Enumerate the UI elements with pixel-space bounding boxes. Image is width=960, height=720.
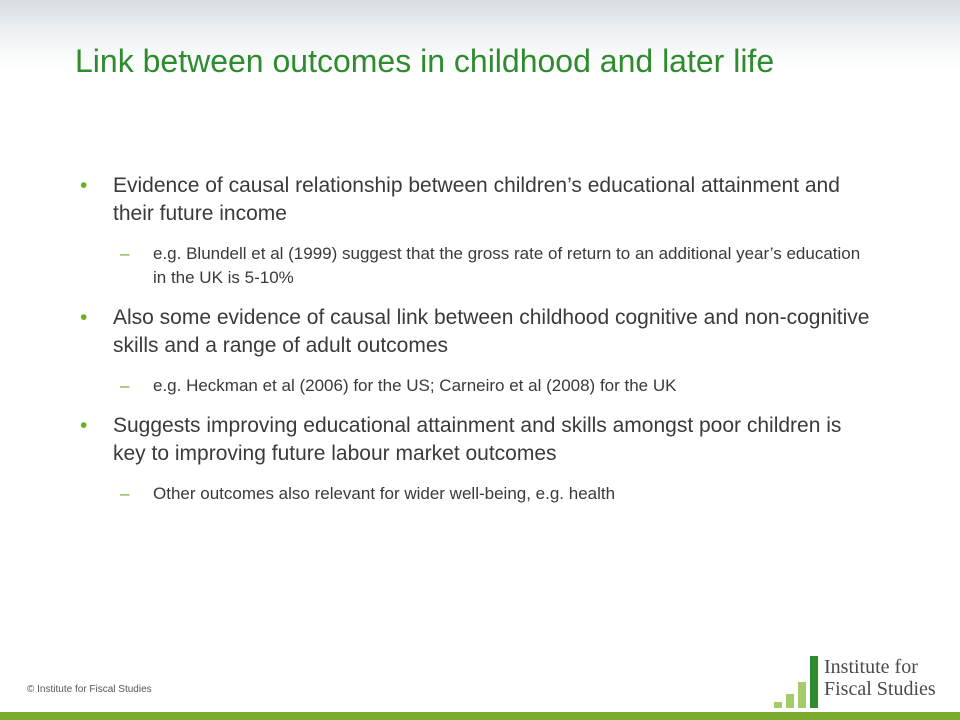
sub-bullet-marker: – [120, 244, 130, 263]
sub-bullet-item [75, 242, 875, 290]
slide-title: Link between outcomes in childhood and later life [75, 43, 775, 79]
logo-line-2: Fiscal Studies [824, 678, 936, 700]
sub-bullet-text: e.g. Heckman et al (2006) for the US; Carneiro et al (2008) for the UK [153, 376, 677, 395]
bullet-item [75, 304, 875, 360]
sub-bullet-text: Other outcomes also relevant for wider well-being, e.g. health [153, 484, 616, 503]
bullet-text: Also some evidence of causal link between childhood cognitive and non-cognitive skills and a range of adult outcomes [113, 306, 870, 357]
logo-text [824, 656, 936, 700]
logo-bars-icon [772, 652, 824, 708]
bullet-text: Evidence of causal relationship between children’s educational attainment and their future income [113, 174, 840, 225]
logo-line-1: Institute for [824, 656, 918, 678]
footer-bar [0, 712, 960, 720]
sub-bullet-marker: – [120, 376, 130, 395]
logo-bar [810, 656, 818, 708]
bullet-text: Suggests improving educational attainment and skills amongst poor children is key to improving future labour market outcomes [113, 414, 842, 465]
logo-bar [798, 682, 806, 708]
logo-bar [774, 702, 782, 708]
bullet-marker: • [80, 306, 88, 329]
bullet-item [75, 412, 875, 468]
logo-bar [786, 694, 794, 708]
sub-bullet-item [75, 482, 875, 506]
sub-bullet-item [75, 374, 875, 398]
bullet-marker: • [80, 414, 88, 437]
sub-bullet-text: e.g. Blundell et al (1999) suggest that the gross rate of return to an additional year’s education in the UK is 5-10% [153, 244, 861, 287]
sub-bullet-marker: – [120, 484, 130, 503]
copyright-notice: © Institute for Fiscal Studies [27, 684, 152, 695]
slide-content [75, 172, 875, 520]
bullet-marker: • [80, 174, 88, 197]
ifs-logo [772, 652, 942, 708]
bullet-item [75, 172, 875, 228]
